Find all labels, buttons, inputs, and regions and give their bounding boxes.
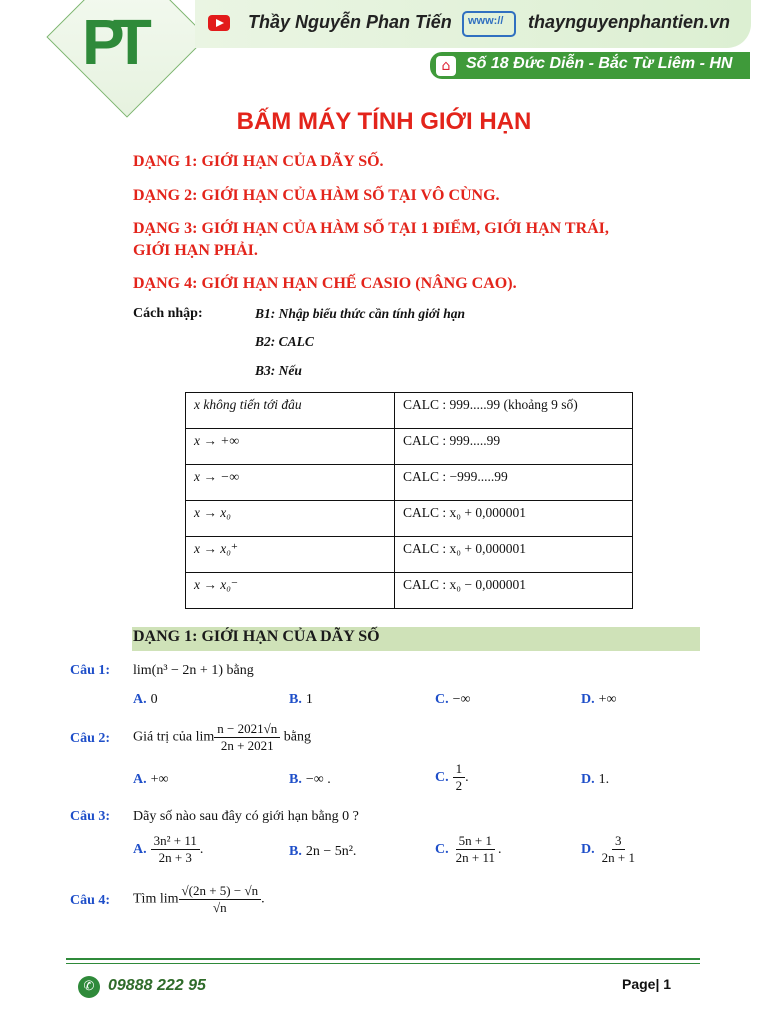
address-text: Số 18 Đức Diễn - Bắc Từ Liêm - HN (466, 55, 733, 72)
q2-suffix: bằng (283, 729, 311, 745)
table-cell: CALC : x₀ + 0,000001 (395, 501, 633, 537)
phone-number: 09888 222 95 (108, 977, 206, 994)
question-2-text (133, 721, 311, 754)
table-cell: x → x₀⁻ (186, 573, 395, 609)
input-label: Cách nhập: (133, 306, 203, 321)
option-value: −∞ (452, 692, 471, 707)
dang-1: DẠNG 1: GIỚI HẠN CỦA DÃY SỐ. (133, 153, 384, 170)
option-value: 0 (150, 692, 158, 707)
section-title: DẠNG 1: GIỚI HẠN CỦA DÃY SỐ (133, 628, 380, 645)
option-letter: A. (133, 692, 147, 707)
option-value: 2n − 5n². (305, 844, 357, 859)
q1-suffix: bằng (226, 663, 254, 678)
dang-2: DẠNG 2: GIỚI HẠN CỦA HÀM SỐ TẠI VÔ CÙNG. (133, 187, 500, 204)
q1-option-a[interactable] (133, 690, 158, 708)
table-cell: CALC : 999.....99 (khoảng 9 số) (395, 393, 633, 429)
table-row (186, 573, 633, 609)
q4-numerator: √(2n + 5) − √n (179, 883, 262, 900)
q2-option-b[interactable] (289, 770, 331, 788)
q2-denominator: 2n + 2021 (220, 738, 274, 753)
q1-expr: (n³ − 2n + 1) (151, 663, 223, 678)
dang-3: DẠNG 3: GIỚI HẠN CỦA HÀM SỐ TẠI 1 ĐIỂM, GIỚI HẠN TRÁI, (133, 220, 609, 237)
www-badge: www:// (462, 11, 516, 37)
q4-fraction (179, 883, 262, 916)
q4-denominator: √n (212, 900, 227, 915)
q2-option-a[interactable] (133, 770, 169, 788)
question-2-label: Câu 2: (70, 731, 111, 746)
table-cell: CALC : x₀ + 0,000001 (395, 537, 633, 573)
option-denominator: 2n + 11 (455, 850, 495, 865)
option-numerator: 3 (612, 833, 625, 850)
option-letter: C. (435, 842, 449, 858)
dang-4: DẠNG 4: GIỚI HẠN HẠN CHẾ CASIO (NÂNG CAO). (133, 275, 517, 292)
q2-numerator: n − 2021√n (214, 721, 280, 738)
question-3-text: Dãy số nào sau đây có giới hạn bằng 0 ? (133, 809, 359, 824)
option-fraction (453, 761, 466, 794)
option-value: −∞ . (305, 772, 331, 787)
dang-3-cont: GIỚI HẠN PHẢI. (133, 242, 258, 259)
teacher-name: Thầy Nguyễn Phan Tiến (248, 12, 452, 32)
question-4-label: Câu 4: (70, 893, 111, 908)
q2-option-d[interactable] (581, 770, 609, 788)
option-value: 1 (305, 692, 313, 707)
q1-option-d[interactable] (581, 690, 617, 708)
q3-option-d[interactable] (581, 833, 638, 866)
option-value: 1. (598, 772, 610, 787)
question-3-label: Câu 3: (70, 809, 111, 824)
question-4-text (133, 883, 265, 916)
option-denominator: 2n + 3 (158, 850, 192, 865)
question-1-label: Câu 1: (70, 663, 111, 678)
q4-prefix: Tìm lim (133, 891, 179, 907)
logo: PT (82, 6, 140, 78)
page-number: Page| 1 (622, 976, 672, 992)
table-cell: x → +∞ (186, 429, 395, 465)
option-numerator: 5n + 1 (456, 833, 495, 850)
table-row (186, 393, 633, 429)
table-cell: x → −∞ (186, 465, 395, 501)
q3-option-b[interactable] (289, 842, 356, 860)
option-denominator: 2 (455, 778, 463, 793)
option-numerator: 1 (453, 761, 466, 778)
step-1: B1: Nhập biểu thức cần tính giới hạn (255, 306, 466, 321)
option-letter: C. (435, 770, 449, 786)
q3-option-a[interactable] (133, 833, 203, 866)
table-cell: x → x₀⁺ (186, 537, 395, 573)
option-suffix: . (497, 842, 502, 858)
option-letter: D. (581, 692, 595, 707)
table-row (186, 537, 633, 573)
option-letter: D. (581, 842, 595, 858)
table-row (186, 429, 633, 465)
q2-option-c[interactable] (435, 761, 469, 794)
option-value: +∞ (150, 772, 169, 787)
option-letter: D. (581, 772, 595, 787)
table-cell: x → x₀ (186, 501, 395, 537)
page-title: BẤM MÁY TÍNH GIỚI HẠN (236, 108, 532, 135)
step-2: B2: CALC (255, 334, 314, 349)
option-letter: C. (435, 692, 449, 707)
option-fraction (453, 833, 498, 866)
q3-option-c[interactable] (435, 833, 501, 866)
option-value: +∞ (598, 692, 617, 707)
q2-prefix: Giá trị của lim (133, 729, 215, 745)
option-fraction (599, 833, 638, 866)
option-denominator: 2n + 1 (601, 850, 635, 865)
option-numerator: 3n² + 11 (151, 833, 200, 850)
q4-suffix: . (261, 891, 265, 907)
table-cell: x không tiến tới đâu (186, 393, 395, 429)
option-letter: A. (133, 772, 147, 787)
table-cell: CALC : x₀ − 0,000001 (395, 573, 633, 609)
option-letter: B. (289, 772, 302, 787)
calc-table (185, 392, 633, 609)
step-3: B3: Nếu (255, 363, 302, 378)
website-link[interactable]: thaynguyenphantien.vn (528, 12, 731, 32)
q1-lim: lim (133, 663, 152, 678)
table-cell: CALC : −999.....99 (395, 465, 633, 501)
q1-option-b[interactable] (289, 690, 313, 708)
footer-divider (66, 958, 700, 960)
q1-option-c[interactable] (435, 690, 471, 708)
option-letter: B. (289, 692, 302, 707)
q2-fraction (214, 721, 280, 754)
table-cell: CALC : 999.....99 (395, 429, 633, 465)
option-suffix: . (199, 842, 204, 858)
question-1-text (133, 663, 254, 679)
option-suffix: . (465, 770, 469, 786)
youtube-icon (208, 15, 230, 31)
footer-divider-thin (66, 963, 700, 964)
option-letter: B. (289, 844, 302, 859)
option-letter: A. (133, 842, 147, 858)
table-row (186, 501, 633, 537)
home-icon: ⌂ (436, 56, 456, 76)
phone-icon: ✆ (78, 976, 100, 998)
table-row (186, 465, 633, 501)
option-fraction (151, 833, 200, 866)
